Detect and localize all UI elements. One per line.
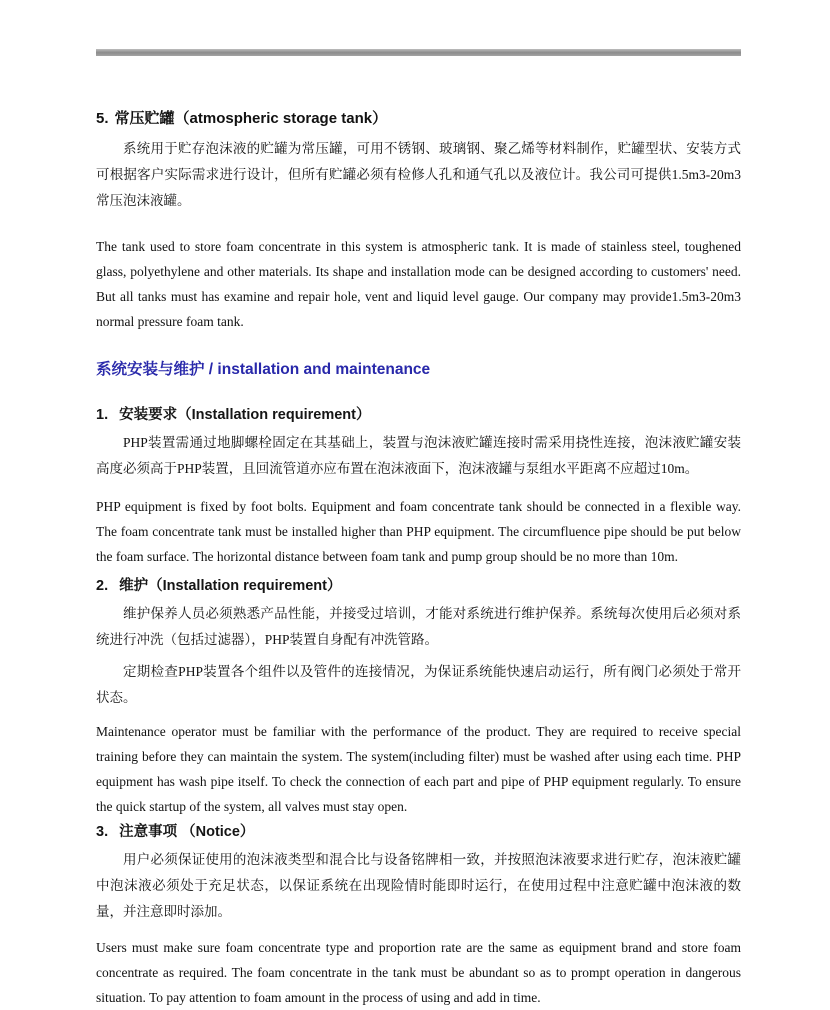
heading-title: 注意事项 （Notice） <box>119 824 255 840</box>
heading-number: 2. <box>96 578 109 594</box>
subsection-installation-requirement <box>96 407 741 569</box>
notice-zh-paragraph: 用户必须保证使用的泡沫液类型和混合比与设备铭牌相一致，并按照泡沫液要求进行贮存，泡沫液贮罐中泡沫液必须处于充足状态，以保证系统在出现险情时能即时运行，在使用过程中注意贮罐中泡沫液的数量，并注意即时添加。 <box>96 852 741 919</box>
installation-requirement-heading <box>96 407 741 424</box>
notice-en-paragraph: Users must make sure foam concentrate type and proportion rate are the same as equipment brand and store foam concentrate as required. The foam concentrate in the tank must be abundant so as to prompt operation in dangerous situation. To pay attention to foam amount in the process of using and add in time. <box>96 940 741 1005</box>
storage-tank-en-paragraph: The tank used to store foam concentrate in this system is atmospheric tank. It is made of stainless steel, toughened glass, polyethylene and other materials. Its shape and installation mode can be designed according to customers' need. But all tanks must has examine and repair hole, vent and liquid level gauge. Our company may provide1.5m3-20m3 normal pressure foam tank. <box>96 239 741 329</box>
heading-title: 安装要求（Installation requirement） <box>119 407 371 423</box>
maintenance-zh-paragraph-2: 定期检查PHP装置各个组件以及管件的连接情况，为保证系统能快速启动运行，所有阀门必须处于常开状态。 <box>96 664 741 705</box>
installation-maintenance-heading: 系统安装与维护 / installation and maintenance <box>96 361 431 378</box>
heading-number: 1. <box>96 407 109 423</box>
section-storage-tank <box>96 110 741 334</box>
installation-requirement-en-paragraph: PHP equipment is fixed by foot bolts. Equipment and foam concentrate tank should be connected in a flexible way. The foam concentrate tank must be installed higher than PHP equipment. The circumfluence pipe should be put below the foam surface. The horizontal distance between foam tank and pump group should be no more than 10m. <box>96 499 741 564</box>
storage-tank-zh-paragraph: 系统用于贮存泡沫液的贮罐为常压罐，可用不锈钢、玻璃钢、聚乙烯等材料制作，贮罐型状、安装方式可根据客户实际需求进行设计，但所有贮罐必须有检修人孔和通气孔以及液位计。我公司可提供1.5m3-20m3常压泡沫液罐。 <box>96 141 741 208</box>
maintenance-zh-paragraph-1: 维护保养人员必须熟悉产品性能，并接受过培训，才能对系统进行维护保养。系统每次使用后必须对系统进行冲洗（包括过滤器），PHP装置自身配有冲洗管路。 <box>96 606 741 647</box>
maintenance-en-paragraph: Maintenance operator must be familiar with the performance of the product. They are required to receive special training before they can maintain the system. The system(including filter) must be washed after using each time. PHP equipment has wash pipe itself. To check the connection of each part and pipe of PHP equipment regularly. To ensure the quick startup of the system, all valves must stay open. <box>96 724 741 814</box>
notice-heading <box>96 824 741 841</box>
section-installation-maintenance <box>96 360 741 1010</box>
storage-tank-heading <box>96 110 741 128</box>
page-content <box>96 0 741 1010</box>
top-divider-bar <box>96 49 741 56</box>
installation-requirement-zh-paragraph: PHP装置需通过地脚螺栓固定在其基础上，装置与泡沫液贮罐连接时需采用挠性连接，泡沫液贮罐安装高度必须高于PHP装置，且回流管道亦应布置在泡沫液面下，泡沫液罐与泵组水平距离不应超过10m。 <box>96 435 741 476</box>
subsection-maintenance <box>96 578 741 819</box>
maintenance-heading <box>96 578 741 595</box>
heading-number: 5. <box>96 110 109 127</box>
subsection-notice <box>96 824 741 1010</box>
heading-title: 常压贮罐（atmospheric storage tank） <box>114 110 388 127</box>
heading-number: 3. <box>96 824 109 840</box>
heading-title: 维护（Installation requirement） <box>119 578 342 594</box>
